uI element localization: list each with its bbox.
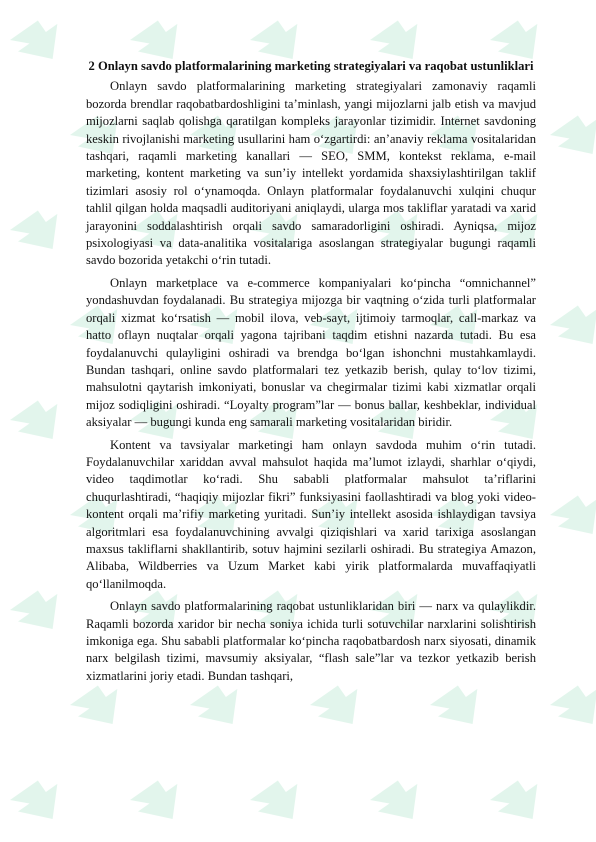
watermark-mark	[550, 297, 596, 357]
watermark-mark	[550, 107, 596, 167]
watermark-mark	[10, 202, 72, 262]
watermark-mark	[250, 772, 312, 832]
document-body	[86, 59, 536, 690]
section-heading: 2 Onlayn savdo platformalarining marketing strategiyalari va raqobat ustunliklari	[88, 59, 534, 73]
paragraph-1: Onlayn savdo platformalarining marketing strategiyalari zamonaviy raqamli bozorda brendlar raqobatbardoshligini taʼminlash, yangi mijozlarni jalb etish va mavjud mijozlarni saqlab qolishga qaratilgan kompleks jarayonlar tizimidir. Internet savdoning keskin rivojlanishi marketing usullarini ham oʻzgartirdi: anʼanaviy reklama vositalaridan tashqari, raqamli marketing kanallari — SEO, SMM, kontekst reklama, e-mail marketing, kontent marketing va sunʼiy intellekt yordamida shaxsiylashtirilgan taklif tizimlari asosiy rol oʻynamoqda. Onlayn platformalar foydalanuvchi xulqini chuqur tahlil qilgan holda maqsadli auditoriyani aniqlaydi, ularga mos takliflar yaratadi va xarid jarayonini soddalashtirish orqali savdo samaradorligini oshiradi. Ayniqsa, mijoz psixologiyasi va data-analitika vositalariga asoslangan strategiyalar bugungi raqamli savdo bozorida yetakchi oʻrin tutadi.	[86, 79, 536, 268]
watermark-mark	[10, 582, 72, 642]
paragraph-4: Onlayn savdo platformalarining raqobat ustunliklaridan biri — narx va qulaylikdir. Raqamli bozorda xaridor bir necha soniya ichida turli sotuvchilar narxlarini solishtirish imkoniga ega. Shu sababli platformalar koʻpincha raqobatbardosh narx siyosati, dinamik narx belgilash tizimi, mavsumiy aksiyalar, “flash sale”lar va tezkor yetkazib berish xizmatlarini joriy etadi. Bundan tashqari,	[86, 599, 536, 683]
watermark-mark	[370, 772, 432, 832]
watermark-mark	[130, 772, 192, 832]
paragraph-2: Onlayn marketplace va e-commerce kompaniyalari koʻpincha “omnichannel” yondashuvdan foydalanadi. Bu strategiya mijozga bir vaqtning oʻzida turli platformalar orqali xizmat koʻrsatish — mobil ilova, veb-sayt, ijtimoiy tarmoqlar, call-markaz va hatto oflayn nuqtalar orqali yagona tajribani taqdim etishni nazarda tutadi. Bu esa foydalanuvchi qulayligini oshiradi va brendga boʻlgan ishonchni mustahkamlaydi. Bundan tashqari, online savdo platformalari tez yetkazib berish, qulay toʻlov tizimi, mahsulotni qaytarish imkoniyati, bonuslar va chegirmalar tizimi kabi xizmatlar orqali mijoz sodiqligini oshiradi. “Loyalty program”lar — bonus ballar, keshbeklar, individual aksiyalar — bugungi kunda eng samarali marketing vositalaridan biridir.	[86, 275, 536, 430]
watermark-mark	[10, 12, 72, 72]
watermark-mark	[10, 772, 72, 832]
watermark-mark	[550, 487, 596, 547]
watermark-mark	[10, 392, 72, 452]
watermark-mark	[550, 677, 596, 737]
watermark-mark	[490, 772, 552, 832]
paragraph-3: Kontent va tavsiyalar marketingi ham onlayn savdoda muhim oʻrin tutadi. Foydalanuvchilar xariddan avval mahsulot haqida maʼlumot izlaydi, sharhlar oʻqiydi, video taqdimotlar koʻradi. Shu sababli platformalar mahsulot taʼriflarini chuqurlashtiradi, “haqiqiy mijozlar fikri” funksiyasini faollashtiradi va blog yoki video-kontent orqali maʼrifiy marketing yuritadi. Sunʼiy intellekt asosida ishlaydigan tavsiya algoritmlari esa foydalanuvchining avvalgi qiziqishlari va xarid tarixiga asoslangan maxsus takliflarni shakllantirib, sotuv hajmini sezilarli oshiradi. Bu strategiya Amazon, Alibaba, Wildberries va Uzum Market kabi yirik platformalarda muvaffaqiyatli qoʻllanilmoqda.	[86, 437, 536, 591]
